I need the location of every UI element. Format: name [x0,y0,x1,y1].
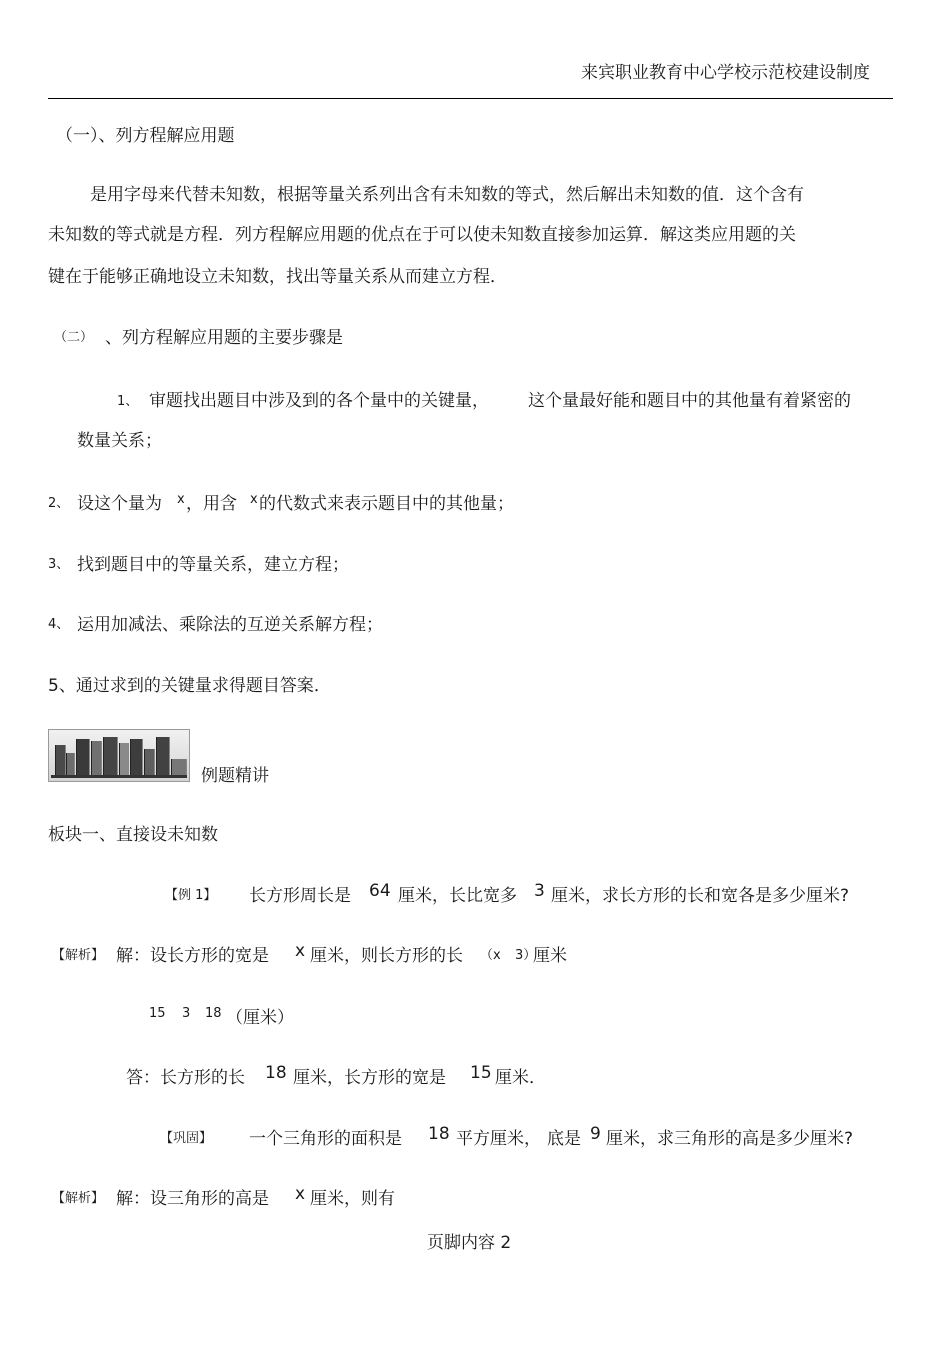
section-heading-2-text: 、列方程解应用题的主要步骤是 [105,328,343,348]
step-2-text-b: ，用含 [186,494,237,514]
answer-1-a: 答：长方形的长 [126,1068,245,1088]
analysis-2-text-a: 解：设三角形的高是 [116,1189,269,1209]
example-1-question-c: 厘米，长比宽多 [398,886,517,906]
step-4-text: 运用加减法、乘除法的互逆关系解方程； [77,615,383,635]
consolidate-tag: 【巩固】 [160,1131,213,1146]
analysis-1-text-a: 解：设长方形的宽是 [116,946,269,966]
section-label-examples: 例题精讲 [201,766,269,786]
paragraph-line-2: 未知数的等式就是方程．列方程解应用题的优点在于可以使未知数直接参加运算．解这类应用题的关 [48,225,796,245]
calc-1-b: 3 [182,1006,191,1021]
calc-1-c: 18 [205,1006,222,1021]
example-1-question-a: 长方形周长是 [249,886,351,906]
analysis-2-tag: 【解析】 [52,1191,105,1206]
example-1-question-e: 厘米，求长方形的长和宽各是多少厘米? [551,886,850,906]
step-5-text: 5、通过求到的关键量求得题目答案． [48,676,331,696]
step-3-number: 3、 [48,557,70,572]
header-divider [48,98,893,99]
step-1-text-c: 数量关系； [77,431,162,451]
step-2-text-a: 设这个量为 [77,494,162,514]
analysis-2-text-b: x [295,1184,306,1204]
section-heading-1: （一）、列方程解应用题 [56,126,235,146]
block-title: 板块一、直接设未知数 [48,825,218,845]
step-2-text-c: 的代数式来表示题目中的其他量； [259,494,514,514]
example-1-question-b: 64 [369,881,391,901]
analysis-1-text-d: （x [480,948,501,963]
example-1-tag: 【例 1】 [165,888,217,903]
analysis-1-text-f: 厘米 [533,946,567,966]
calc-1-d: （厘米） [226,1008,294,1028]
page-footer: 页脚内容 2 [427,1233,512,1253]
answer-1-b: 18 [265,1063,287,1083]
step-2-var-1: x [177,492,185,507]
consolidate-question-a: 一个三角形的面积是 [249,1129,402,1149]
consolidate-question-c: 平方厘米， [456,1129,541,1149]
page-header-title: 来宾职业教育中心学校示范校建设制度 [581,63,870,83]
step-1-number: 1、 [117,394,139,409]
section-heading-2-number: （二） [54,330,94,345]
step-4-number: 4、 [48,617,70,632]
analysis-2-text-c: 厘米，则有 [310,1189,395,1209]
paragraph-line-1: 是用字母来代替未知数，根据等量关系列出含有未知数的等式，然后解出未知数的值．这个含有 [90,185,804,205]
paragraph-line-3: 键在于能够正确地设立未知数，找出等量关系从而建立方程． [48,267,507,287]
step-2-var-2: x [250,492,258,507]
calc-1-a: 15 [149,1006,166,1021]
books-icon [48,729,190,782]
analysis-1-text-c: 厘米，则长方形的长 [310,946,463,966]
step-3-text: 找到题目中的等量关系，建立方程； [77,555,349,575]
answer-1-e: 厘米． [495,1068,546,1088]
step-1-text-a: 审题找出题目中涉及到的各个量中的关键量， [149,391,489,411]
consolidate-question-d: 底是 [547,1129,581,1149]
example-1-question-d: 3 [534,881,545,901]
analysis-1-text-b: x [295,941,306,961]
analysis-1-tag: 【解析】 [52,948,105,963]
consolidate-question-e: 9 [590,1124,601,1144]
step-2-number: 2、 [48,496,70,511]
step-1-text-b: 这个量最好能和题目中的其他量有着紧密的 [528,391,851,411]
answer-1-d: 15 [470,1063,492,1083]
analysis-1-text-e: 3） [515,948,537,963]
answer-1-c: 厘米，长方形的宽是 [293,1068,446,1088]
consolidate-question-f: 厘米，求三角形的高是多少厘米? [606,1129,854,1149]
consolidate-question-b: 18 [428,1124,450,1144]
